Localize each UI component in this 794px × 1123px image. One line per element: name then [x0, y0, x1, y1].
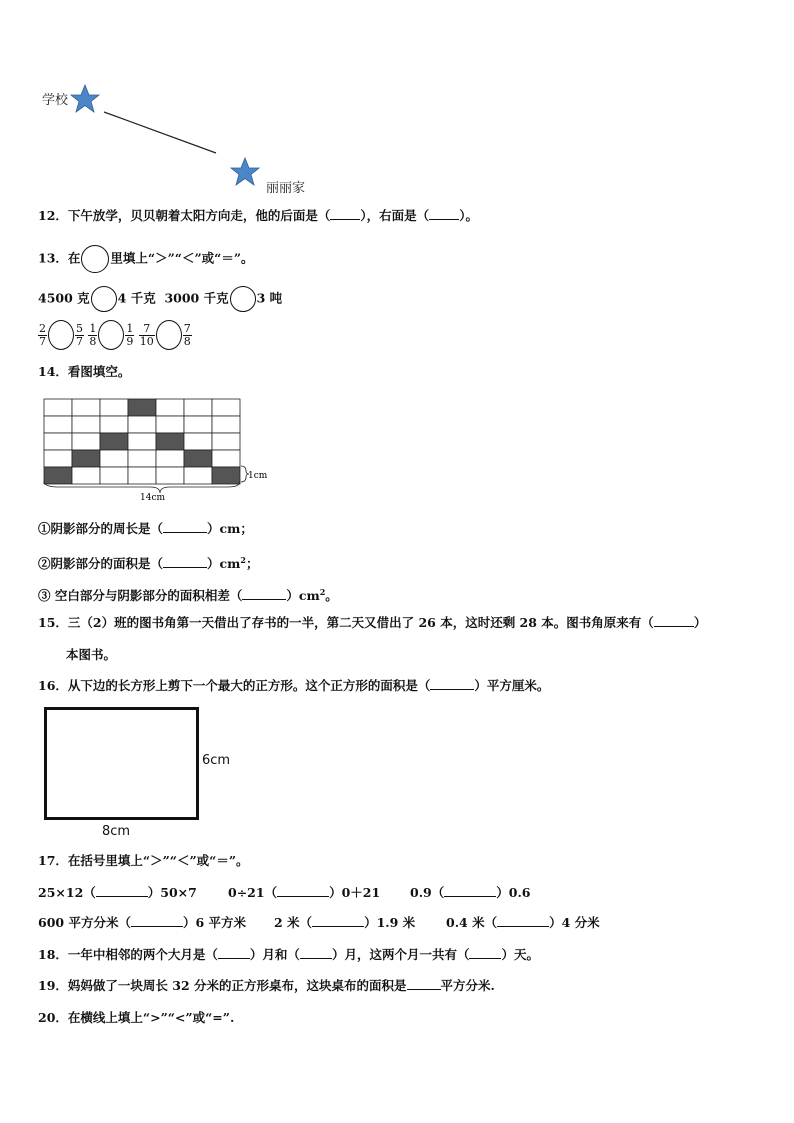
superscript: 2: [319, 587, 326, 597]
answer-blank[interactable]: [430, 679, 474, 690]
expr-left: 3000 千克: [164, 290, 229, 306]
question-15-line-2: [66, 647, 116, 663]
grid-cell-shaded: [100, 433, 128, 450]
question-text: ）月，这两个月一共有（: [331, 947, 470, 962]
q17-row-2b: [274, 915, 415, 931]
question-17: [38, 853, 249, 869]
rectangle-figure: [44, 707, 199, 820]
grid-cell: [212, 416, 240, 433]
cell-size-label: 1cm: [248, 471, 268, 481]
expr-left: 25×12（: [38, 885, 96, 900]
question-14: [38, 364, 130, 380]
answer-blank[interactable]: [96, 886, 148, 897]
superscript: 2: [240, 555, 246, 565]
q17-row-1c: [410, 885, 531, 901]
grid-cell: [72, 467, 100, 484]
question-number: 15．: [38, 615, 68, 630]
fraction: $\frac{1}{8}$: [89, 321, 97, 348]
home-star-icon: [230, 157, 260, 187]
grid-cell: [184, 399, 212, 416]
question-19: [38, 978, 495, 994]
grid-cell: [128, 433, 156, 450]
route-line: [100, 108, 220, 158]
question-text: ）平方厘米。: [474, 678, 550, 693]
answer-circle[interactable]: [230, 286, 256, 312]
question-text: 在括号里填上“＞”“＜”或“＝”。: [67, 853, 249, 868]
question-text: 本图书。: [66, 647, 117, 662]
q17-row-1b: [228, 885, 380, 901]
grid-cell: [72, 416, 100, 433]
item-mark: ①: [38, 521, 51, 536]
answer-blank[interactable]: [163, 522, 207, 533]
shaded-grid-figure: [38, 392, 278, 504]
grid-cell: [44, 450, 72, 467]
answer-blank[interactable]: [218, 948, 250, 959]
q13-row-1: [38, 286, 282, 312]
grid-cell: [72, 399, 100, 416]
question-text: ）天。: [501, 947, 539, 962]
question-text: 阴影部分的周长是（: [50, 521, 164, 536]
expr-right: ）6 平方米: [182, 915, 247, 930]
answer-circle[interactable]: [91, 286, 117, 312]
expr-right: ）1.9 米: [364, 915, 416, 930]
question-number: 16．: [38, 678, 68, 693]
grid-cell-shaded: [128, 399, 156, 416]
expr-left: 0.4 米（: [446, 915, 498, 930]
grid-cell: [156, 399, 184, 416]
grid-cell: [156, 450, 184, 467]
grid-cell: [44, 399, 72, 416]
grid-cell: [72, 433, 100, 450]
question-text: 妈妈做了一块周长 32 分米的正方形桌布，这块桌布的面积是: [67, 978, 407, 993]
question-text: 一年中相邻的两个大月是（: [67, 947, 218, 962]
answer-circle[interactable]: [156, 320, 182, 350]
punctuation: ；: [245, 556, 259, 572]
q13-row-2: [38, 320, 192, 350]
question-text: 看图填空。: [67, 364, 131, 379]
question-text: 在横线上填上“>”“<”或“=”.: [67, 1010, 235, 1025]
q14-item-3: [38, 584, 338, 604]
grid-cell-shaded: [72, 450, 100, 467]
question-13: [38, 245, 254, 273]
grid-cell: [184, 416, 212, 433]
question-number: 12．: [38, 208, 68, 223]
answer-blank[interactable]: [277, 886, 329, 897]
answer-blank[interactable]: [407, 979, 441, 990]
grid-cell: [100, 450, 128, 467]
answer-blank[interactable]: [429, 209, 459, 220]
expr-right: ）0＋21: [329, 885, 381, 900]
grid-width-label: 14cm: [140, 493, 166, 503]
grid-cell: [184, 467, 212, 484]
punctuation: 。: [325, 588, 338, 604]
grid-cell: [128, 467, 156, 484]
fraction: $\frac{7}{10}$: [139, 321, 154, 348]
question-text: 从下边的长方形上剪下一个最大的正方形。这个正方形的面积是（: [67, 678, 431, 693]
question-15: [38, 615, 706, 631]
question-text: 里填上“＞”“＜”或“＝”。: [110, 250, 254, 266]
q17-row-1: [38, 885, 197, 901]
answer-blank[interactable]: [330, 209, 360, 220]
question-20: [38, 1010, 234, 1026]
expr-right: 4 千克: [117, 290, 156, 306]
question-text: ）。: [459, 208, 478, 223]
fraction: $\frac{7}{8}$: [183, 321, 191, 348]
question-text: ），右面是（: [360, 208, 430, 223]
q17-row-2c: [446, 915, 600, 931]
question-number: 18．: [38, 947, 68, 962]
question-number: 17．: [38, 853, 68, 868]
grid-cell: [156, 467, 184, 484]
grid-cell: [212, 399, 240, 416]
answer-blank[interactable]: [131, 916, 183, 927]
grid-cell-shaded: [184, 450, 212, 467]
question-number: 13．: [38, 250, 68, 266]
grid-cell: [212, 450, 240, 467]
answer-blank[interactable]: [497, 916, 549, 927]
question-text: 三（2）班的图书角第一天借出了存书的一半，第二天又借出了 26 本，这时还剩 28 本。图书角原来有（: [67, 615, 654, 630]
question-text: ）月和（: [249, 947, 300, 962]
expr-left: 4500 克: [38, 290, 90, 306]
unit-text: ）cm: [207, 556, 241, 572]
fraction: $\frac{5}{7}$: [76, 321, 83, 348]
expr-left: 2 米（: [274, 915, 313, 930]
school-label: 学校: [42, 93, 69, 108]
item-mark: ③: [38, 588, 51, 604]
answer-blank[interactable]: [312, 916, 364, 927]
grid-cell: [156, 416, 184, 433]
answer-circle[interactable]: [48, 320, 74, 350]
unit-text: ）cm；: [207, 521, 253, 536]
question-number: 20．: [38, 1010, 68, 1025]
q14-item-1: [38, 521, 253, 537]
question-text: ）: [693, 615, 707, 630]
school-star-icon: [70, 84, 100, 114]
expr-left: 0.9（: [410, 885, 445, 900]
expr-left: 600 平方分米（: [38, 915, 131, 930]
fraction: $\frac{2}{7}$: [39, 321, 46, 348]
item-mark: ②: [38, 556, 51, 572]
q14-item-2: [38, 552, 258, 572]
expr-right: ）50×7: [147, 885, 197, 900]
answer-blank[interactable]: [654, 616, 694, 627]
grid-cell: [44, 416, 72, 433]
answer-blank[interactable]: [163, 557, 207, 568]
question-text: 空白部分与阴影部分的面积相差（: [50, 588, 243, 604]
grid-cell: [184, 433, 212, 450]
rectangle-width-label: 8cm: [102, 824, 131, 839]
answer-blank[interactable]: [444, 886, 496, 897]
q17-row-2: [38, 915, 246, 931]
answer-circle-example: [81, 245, 109, 273]
question-16: [38, 678, 549, 694]
question-text: 在: [67, 250, 81, 266]
expr-right: 3 吨: [256, 290, 283, 306]
question-number: 19．: [38, 978, 68, 993]
question-12: [38, 208, 478, 224]
rectangle-height-label: 6cm: [202, 753, 231, 768]
grid-cell: [128, 416, 156, 433]
answer-blank[interactable]: [242, 589, 286, 600]
grid-cell-shaded: [44, 467, 72, 484]
expr-right: ）0.6: [496, 885, 531, 900]
question-text: 阴影部分的面积是（: [50, 556, 164, 572]
grid-cell: [100, 399, 128, 416]
grid-cell: [100, 416, 128, 433]
question-18: [38, 947, 539, 963]
fraction: $\frac{1}{9}$: [126, 321, 134, 348]
expr-left: 0÷21（: [228, 885, 278, 900]
question-text: 下午放学，贝贝朝着太阳方向走，他的后面是（: [67, 208, 331, 223]
question-text: 平方分米.: [440, 978, 495, 993]
home-label: 丽丽家: [266, 181, 306, 196]
unit-text: ）cm: [286, 588, 320, 604]
grid-cell: [128, 450, 156, 467]
expr-right: ）4 分米: [549, 915, 600, 930]
grid-cell: [44, 433, 72, 450]
grid-cell-shaded: [212, 467, 240, 484]
grid-cell: [212, 433, 240, 450]
grid-cell-shaded: [156, 433, 184, 450]
question-number: 14．: [38, 364, 68, 379]
answer-circle[interactable]: [98, 320, 124, 350]
answer-blank[interactable]: [469, 948, 501, 959]
answer-blank[interactable]: [300, 948, 332, 959]
grid-cell: [100, 467, 128, 484]
